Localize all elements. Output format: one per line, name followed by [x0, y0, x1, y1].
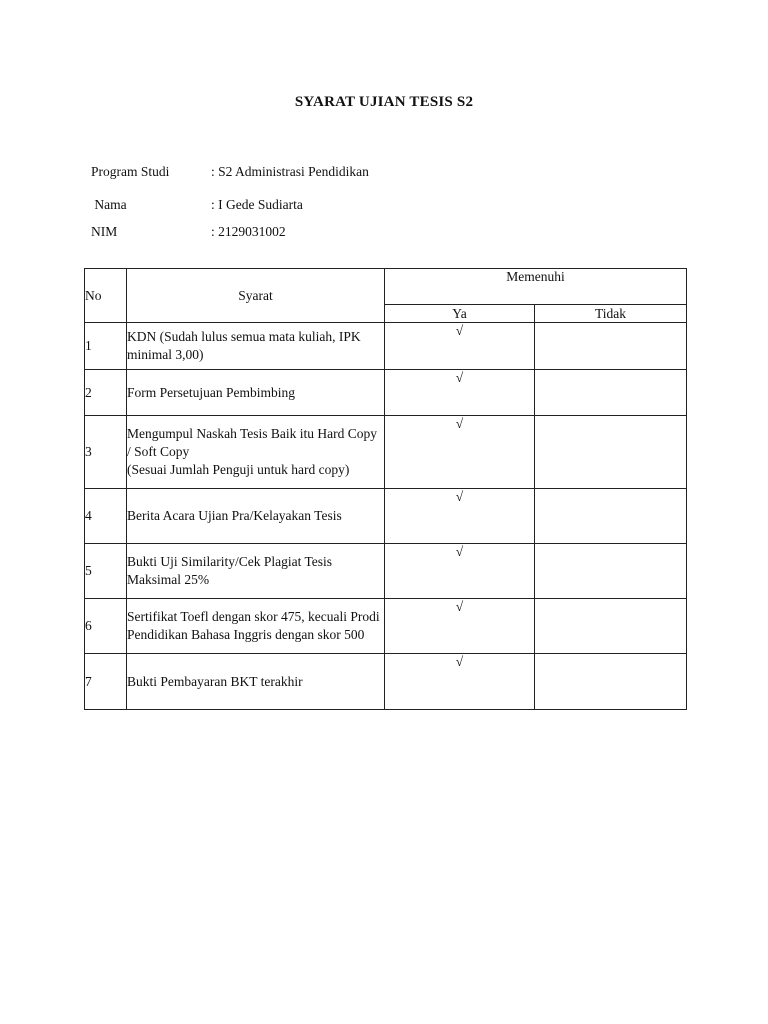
header-ya: Ya: [385, 305, 535, 323]
header-tidak: Tidak: [535, 305, 687, 323]
row-tidak: [535, 370, 687, 416]
checkmark-icon: √: [385, 489, 535, 544]
row-syarat: Mengumpul Naskah Tesis Baik itu Hard Copy / Soft Copy (Sesuai Jumlah Penguji untuk hard copy): [127, 416, 385, 489]
table-row: [85, 370, 687, 416]
row-number: 4: [85, 489, 127, 544]
checkmark-icon: √: [385, 654, 535, 710]
row-tidak: [535, 599, 687, 654]
table-row: [85, 489, 687, 544]
row-number: 6: [85, 599, 127, 654]
table-row: [85, 599, 687, 654]
row-syarat: Bukti Uji Similarity/Cek Plagiat Tesis Maksimal 25%: [127, 544, 385, 599]
header-no: No: [85, 269, 127, 323]
checkmark-icon: √: [385, 323, 535, 370]
row-syarat: Form Persetujuan Pembimbing: [127, 370, 385, 416]
header-memenuhi: Memenuhi: [385, 269, 687, 305]
row-tidak: [535, 323, 687, 370]
row-tidak: [535, 416, 687, 489]
nim-label: NIM: [91, 224, 118, 239]
program-studi-value: : S2 Administrasi Pendidikan: [211, 164, 369, 179]
requirements-table: [84, 268, 687, 710]
document-title: SYARAT UJIAN TESIS S2: [294, 94, 474, 110]
checkmark-icon: √: [385, 544, 535, 599]
checkmark-icon: √: [385, 370, 535, 416]
row-tidak: [535, 654, 687, 710]
nama-value: : I Gede Sudiarta: [211, 197, 303, 212]
row-number: 1: [85, 323, 127, 370]
table-row: [85, 654, 687, 710]
nama-label: Nama: [91, 197, 127, 212]
program-studi-label: Program Studi: [91, 164, 170, 179]
checkmark-icon: √: [385, 599, 535, 654]
row-number: 5: [85, 544, 127, 599]
row-syarat: Berita Acara Ujian Pra/Kelayakan Tesis: [127, 489, 385, 544]
nim-value: : 2129031002: [211, 224, 286, 239]
row-tidak: [535, 489, 687, 544]
table-row: [85, 323, 687, 370]
table-row: [85, 544, 687, 599]
row-tidak: [535, 544, 687, 599]
row-number: 3: [85, 416, 127, 489]
row-syarat: KDN (Sudah lulus semua mata kuliah, IPK minimal 3,00): [127, 323, 385, 370]
checkmark-icon: √: [385, 416, 535, 489]
row-number: 2: [85, 370, 127, 416]
table-row: [85, 416, 687, 489]
row-syarat: Bukti Pembayaran BKT terakhir: [127, 654, 385, 710]
header-syarat: Syarat: [127, 269, 385, 323]
row-syarat: Sertifikat Toefl dengan skor 475, kecuali Prodi Pendidikan Bahasa Inggris dengan skor 500: [127, 599, 385, 654]
row-number: 7: [85, 654, 127, 710]
